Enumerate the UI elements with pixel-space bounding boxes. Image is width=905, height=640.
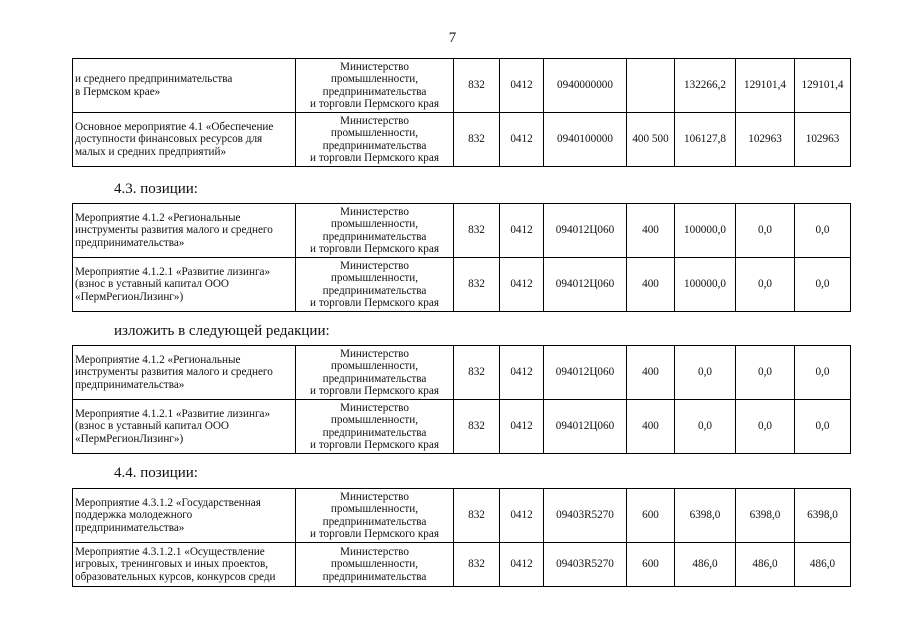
cell-amount-year-1: 100000,0 — [675, 204, 736, 258]
cell-section-code: 0412 — [500, 400, 544, 454]
cell-event-name: и среднего предпринимательства в Пермском крае» — [73, 59, 296, 113]
table-row — [73, 400, 851, 454]
cell-event-name: Мероприятие 4.1.2.1 «Развитие лизинга» (взнос в уставный капитал ООО «ПермРегионЛизинг») — [73, 400, 296, 454]
cell-section-code: 0412 — [500, 258, 544, 312]
cell-event-name: Основное мероприятие 4.1 «Обеспечение доступности финансовых ресурсов для малых и средних предприятий» — [73, 113, 296, 167]
budget-table-1 — [72, 58, 851, 167]
cell-event-name: Мероприятие 4.1.2 «Региональные инструменты развития малого и среднего предпринимательства» — [73, 346, 296, 400]
cell-amount-year-3: 0,0 — [795, 400, 851, 454]
cell-grbs-code: 832 — [454, 258, 500, 312]
cell-expense-type: 400 — [627, 346, 675, 400]
cell-expense-type — [627, 59, 675, 113]
cell-amount-year-2: 6398,0 — [736, 489, 795, 543]
cell-grbs-code: 832 — [454, 204, 500, 258]
table-row — [73, 113, 851, 167]
cell-amount-year-2: 0,0 — [736, 400, 795, 454]
table-row — [73, 59, 851, 113]
cell-amount-year-1: 100000,0 — [675, 258, 736, 312]
cell-section-code: 0412 — [500, 113, 544, 167]
cell-grbs-code: 832 — [454, 59, 500, 113]
cell-amount-year-1: 486,0 — [675, 543, 736, 587]
cell-target-code: 0940000000 — [544, 59, 627, 113]
cell-expense-type: 400 — [627, 258, 675, 312]
table-row — [73, 489, 851, 543]
section-heading: 4.3. позиции: — [114, 181, 198, 197]
budget-table-4 — [72, 488, 851, 587]
cell-target-code: 094012Ц060 — [544, 204, 627, 258]
cell-amount-year-3: 0,0 — [795, 258, 851, 312]
cell-grbs-code: 832 — [454, 489, 500, 543]
cell-event-name: Мероприятие 4.1.2.1 «Развитие лизинга» (взнос в уставный капитал ООО «ПермРегионЛизинг») — [73, 258, 296, 312]
cell-expense-type: 400 — [627, 400, 675, 454]
cell-responsible-org: Министерство промышленности, предпринимательства и торговли Пермского края — [296, 489, 454, 543]
cell-target-code: 094012Ц060 — [544, 346, 627, 400]
cell-amount-year-2: 0,0 — [736, 258, 795, 312]
cell-section-code: 0412 — [500, 543, 544, 587]
cell-responsible-org: Министерство промышленности, предпринимательства и торговли Пермского края — [296, 346, 454, 400]
cell-target-code: 094012Ц060 — [544, 400, 627, 454]
cell-expense-type: 400 — [627, 204, 675, 258]
cell-amount-year-1: 0,0 — [675, 400, 736, 454]
cell-responsible-org: Министерство промышленности, предпринимательства — [296, 543, 454, 587]
cell-section-code: 0412 — [500, 204, 544, 258]
page-number: 7 — [448, 30, 457, 46]
cell-amount-year-1: 132266,2 — [675, 59, 736, 113]
cell-target-code: 09403R5270 — [544, 489, 627, 543]
budget-table-3 — [72, 345, 851, 454]
cell-amount-year-3: 6398,0 — [795, 489, 851, 543]
cell-amount-year-3: 0,0 — [795, 346, 851, 400]
cell-target-code: 0940100000 — [544, 113, 627, 167]
cell-amount-year-2: 129101,4 — [736, 59, 795, 113]
cell-grbs-code: 832 — [454, 400, 500, 454]
cell-expense-type: 400 500 — [627, 113, 675, 167]
cell-amount-year-3: 102963 — [795, 113, 851, 167]
cell-amount-year-2: 0,0 — [736, 346, 795, 400]
table-row — [73, 204, 851, 258]
cell-amount-year-2: 486,0 — [736, 543, 795, 587]
cell-amount-year-1: 106127,8 — [675, 113, 736, 167]
cell-amount-year-3: 129101,4 — [795, 59, 851, 113]
cell-event-name: Мероприятие 4.3.1.2 «Государственная поддержка молодежного предпринимательства» — [73, 489, 296, 543]
cell-amount-year-1: 6398,0 — [675, 489, 736, 543]
cell-section-code: 0412 — [500, 489, 544, 543]
cell-grbs-code: 832 — [454, 113, 500, 167]
cell-amount-year-2: 0,0 — [736, 204, 795, 258]
cell-amount-year-3: 0,0 — [795, 204, 851, 258]
section-heading: изложить в следующей редакции: — [114, 323, 330, 339]
table-row — [73, 346, 851, 400]
cell-section-code: 0412 — [500, 59, 544, 113]
cell-grbs-code: 832 — [454, 543, 500, 587]
cell-expense-type: 600 — [627, 489, 675, 543]
table-row — [73, 543, 851, 587]
cell-responsible-org: Министерство промышленности, предпринимательства и торговли Пермского края — [296, 400, 454, 454]
cell-target-code: 09403R5270 — [544, 543, 627, 587]
cell-grbs-code: 832 — [454, 346, 500, 400]
cell-target-code: 094012Ц060 — [544, 258, 627, 312]
cell-section-code: 0412 — [500, 346, 544, 400]
cell-event-name: Мероприятие 4.3.1.2.1 «Осуществление игровых, тренинговых и иных проектов, образовательных курсов, конкурсов среди — [73, 543, 296, 587]
cell-amount-year-1: 0,0 — [675, 346, 736, 400]
cell-amount-year-3: 486,0 — [795, 543, 851, 587]
cell-responsible-org: Министерство промышленности, предпринимательства и торговли Пермского края — [296, 204, 454, 258]
cell-responsible-org: Министерство промышленности, предпринимательства и торговли Пермского края — [296, 113, 454, 167]
cell-responsible-org: Министерство промышленности, предпринимательства и торговли Пермского края — [296, 258, 454, 312]
cell-responsible-org: Министерство промышленности, предпринимательства и торговли Пермского края — [296, 59, 454, 113]
budget-table-2 — [72, 203, 851, 312]
cell-expense-type: 600 — [627, 543, 675, 587]
cell-amount-year-2: 102963 — [736, 113, 795, 167]
cell-event-name: Мероприятие 4.1.2 «Региональные инструменты развития малого и среднего предпринимательства» — [73, 204, 296, 258]
table-row — [73, 258, 851, 312]
section-heading: 4.4. позиции: — [114, 465, 198, 481]
